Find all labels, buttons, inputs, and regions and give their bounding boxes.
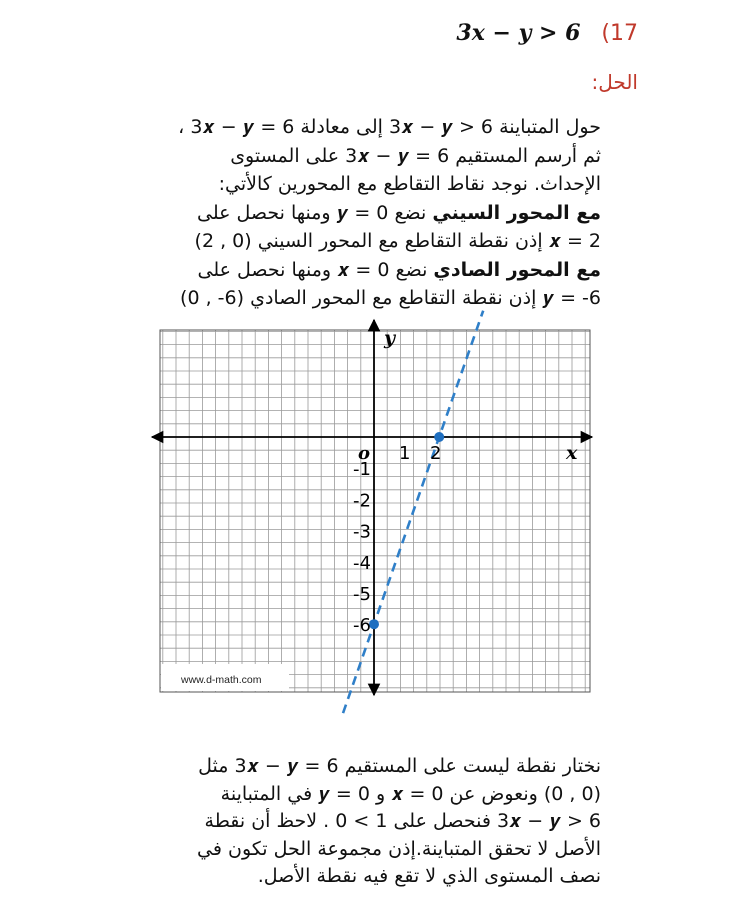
intro-line-rest: نضع 𝒙 = 0 ومنها نحصل على: [197, 258, 434, 281]
conclusion-line: 3𝒙 − 𝒚 > 6 فنحصل على 1 > 0 . لاحظ أن نقطة: [204, 810, 601, 832]
intro-line: 𝒚 = -6 إذن نقطة التقاطع مع المحور الصادي (6- , 0): [180, 287, 601, 309]
y-tick-label: -5: [353, 584, 371, 605]
y-tick-label: -2: [353, 490, 371, 512]
y-tick-label: -4: [353, 552, 371, 574]
origin-label: o: [358, 443, 371, 464]
intro-heading-y-axis: مع المحور الصادي: [433, 258, 601, 281]
intro-line: ثم أرسم المستقيم 3𝒙 − 𝒚 = 6 على المستوى: [230, 144, 601, 167]
intro-line-rest: نضع 𝒚 = 0 ومنها نحصل على: [197, 201, 433, 224]
grid: [160, 330, 590, 692]
conclusion-line: الأصل لا تحقق المتباينة.إذن مجموعة الحل تكون في: [197, 837, 601, 860]
y-axis-label: y: [384, 327, 396, 349]
conclusion-line: نختار نقطة ليست على المستقيم 3𝒙 − 𝒚 = 6 مثل: [198, 755, 601, 777]
x-tick-1: 1: [399, 443, 411, 464]
y-tick-label: -3: [353, 521, 371, 543]
intro-line: حول المتباينة 3𝒙 − 𝒚 > 6 إلى معادلة 3𝒙 − 𝒚 = 6 ،: [178, 116, 601, 138]
conclusion-line: (0 , 0) ونعوض عن 𝒙 = 0 و 𝒚 = 0 في المتباينة: [220, 782, 601, 805]
solution-label: الحل:: [591, 70, 638, 94]
intro-line: الإحداث. نوجد نقاط التقاطع مع المحورين كالأتي:: [218, 173, 601, 195]
y-tick-label: -6: [353, 615, 371, 637]
y-tick-labels: [353, 459, 371, 636]
conclusion-paragraph: [101, 753, 601, 891]
exercise-number: (17: [601, 21, 638, 46]
x-tick-2: 2: [430, 443, 442, 464]
y-tick-label: -1: [353, 459, 371, 481]
x-intercept-point: [434, 432, 444, 442]
conclusion-line: نصف المستوى الذي لا تقع فيه نقطة الأصل.: [257, 865, 601, 887]
watermark: www.d-math.com: [181, 674, 262, 686]
exercise-inequality: 3𝒙 − 𝒚 > 6: [456, 20, 581, 46]
x-axis-label: x: [566, 442, 578, 464]
intro-heading-x-axis: مع المحور السيني: [432, 201, 601, 224]
intro-line: 𝒙 = 2 إذن نقطة التقاطع مع المحور السيني (0 , 2): [194, 230, 601, 252]
